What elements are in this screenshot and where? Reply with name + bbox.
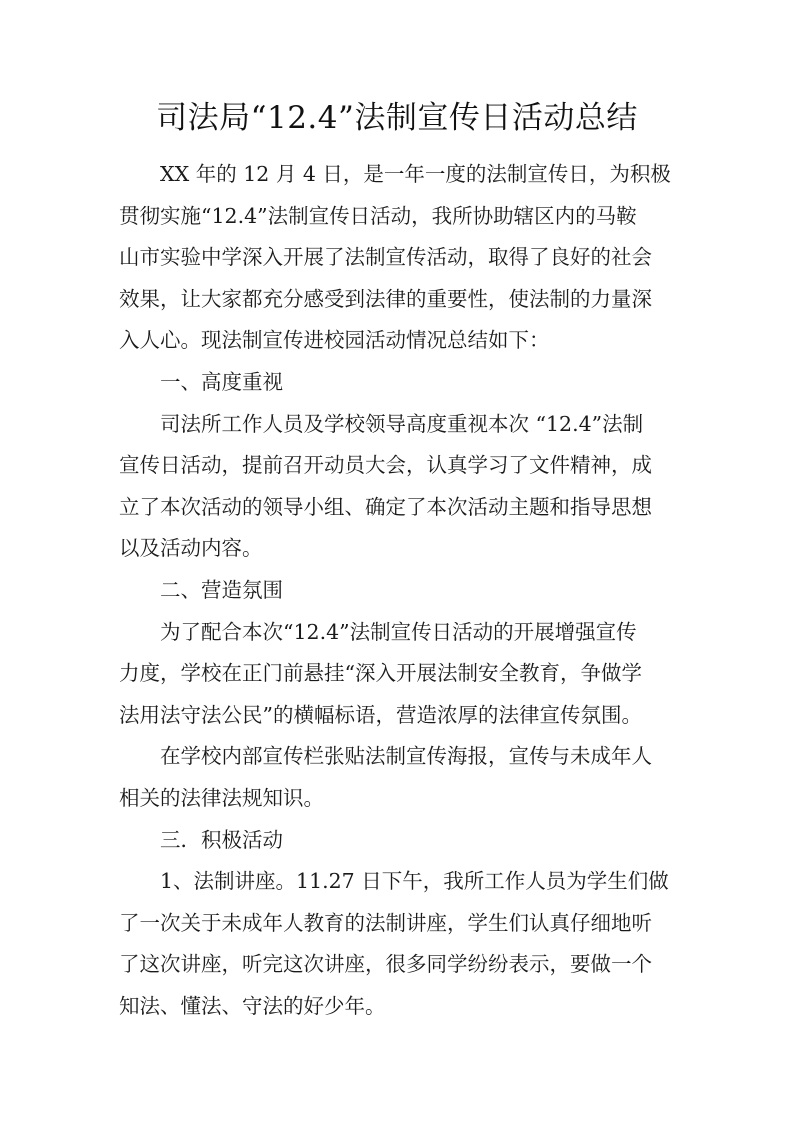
body-line: XX 年的 12 月 4 日，是一年一度的法制宣传日，为积极 [160, 162, 671, 186]
body-line: 入人心。现法制宣传进校园活动情况总结如下： [119, 328, 550, 353]
body-line: 力度，学校在正门前悬挂“深入开展法制安全教育，争做学 [119, 661, 642, 686]
body-line: 了一次关于未成年人教育的法制讲座，学生们认真仔细地听 [119, 910, 652, 935]
document-title: 司法局“12.4”法制宣传日活动总结 [156, 100, 638, 136]
body-line: 在学校内部宣传栏张贴法制宣传海报，宣传与未成年人 [160, 744, 652, 769]
body-line: 司法所工作人员及学校领导高度重视本次 “12.4”法制 [160, 411, 644, 436]
body-line: 效果，让大家都充分感受到法律的重要性，使法制的力量深 [119, 286, 652, 311]
document-body [119, 154, 679, 1027]
body-line: 了这次讲座，听完这次讲座，很多同学纷纷表示，要做一个 [119, 952, 652, 977]
body-line: 二、营造氛围 [160, 577, 283, 602]
body-line: 相关的法律法规知识。 [119, 785, 324, 810]
body-line: 山市实验中学深入开展了法制宣传活动，取得了良好的社会 [119, 245, 652, 270]
body-line: 三．积极活动 [160, 827, 283, 852]
body-line: 贯彻实施“12.4”法制宣传日活动，我所协助辖区内的马鞍 [119, 203, 637, 228]
body-line: 立了本次活动的领导小组、确定了本次活动主题和指导思想 [119, 494, 652, 519]
body-line: 知法、懂法、守法的好少年。 [119, 993, 386, 1018]
body-line: 一、高度重视 [160, 369, 283, 394]
body-line: 法用法守法公民”的横幅标语，营造浓厚的法律宣传氛围。 [119, 702, 642, 727]
body-line: 1、法制讲座。11.27 日下午，我所工作人员为学生们做 [160, 869, 669, 894]
body-line: 以及活动内容。 [119, 536, 263, 561]
body-line: 为了配合本次“12.4”法制宣传日活动的开展增强宣传 [160, 619, 637, 644]
body-line: 宣传日活动，提前召开动员大会，认真学习了文件精神，成 [119, 453, 652, 478]
